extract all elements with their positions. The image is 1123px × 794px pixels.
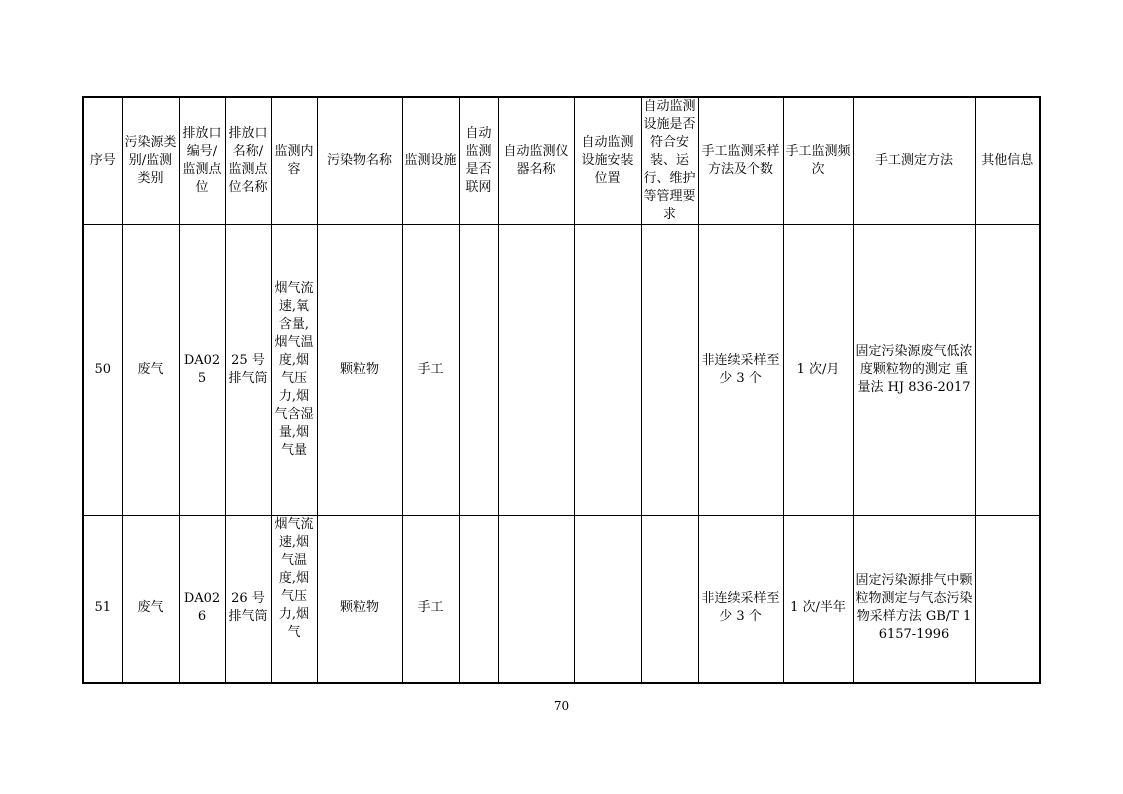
header-instrument: 自动监测仪器名称 xyxy=(498,98,574,225)
cell-compliance-text xyxy=(644,516,696,684)
header-manual-standard: 手工测定方法 xyxy=(853,98,975,225)
cell-install-location xyxy=(574,225,641,516)
cell-category xyxy=(122,516,179,685)
cell-manual-standard-text: 固定污染源排气中颗粒物测定与气态污染物采样方法 GB/T 16157-1996 xyxy=(855,573,973,642)
cell-compliance xyxy=(641,225,698,516)
cell-instrument xyxy=(498,516,574,685)
cell-outlet-id: DA025 xyxy=(179,225,225,516)
cell-auto-online xyxy=(459,225,498,516)
cell-install-location xyxy=(574,516,641,685)
header-compliance: 自动监测设施是否符合安装、运行、维护等管理要求 xyxy=(641,98,698,225)
header-category: 污染源类别/监测类别 xyxy=(122,98,179,225)
cell-facility-text: 手工 xyxy=(417,600,444,615)
cell-pollutant-text: 颗粒物 xyxy=(339,600,379,615)
table-row xyxy=(84,516,1039,685)
header-manual-method: 手工监测采样方法及个数 xyxy=(698,98,783,225)
header-outlet-name: 排放口名称/监测点位名称 xyxy=(225,98,271,225)
cell-other-text xyxy=(978,516,1038,684)
cell-other xyxy=(975,516,1039,685)
cell-manual-standard: 固定污染源废气低浓度颗粒物的测定 重量法 HJ 836-2017 xyxy=(853,225,975,516)
header-other: 其他信息 xyxy=(975,98,1039,225)
cell-manual-method-text: 非连续采样至少 3 个 xyxy=(701,591,780,624)
cell-outlet-name-text: 26 号排气筒 xyxy=(228,591,268,624)
cell-other xyxy=(975,225,1039,516)
cell-manual-method xyxy=(698,516,783,685)
header-facility: 监测设施 xyxy=(402,98,459,225)
cell-pollutant: 颗粒物 xyxy=(317,225,402,516)
cell-category: 废气 xyxy=(122,225,179,516)
cell-auto-online-text xyxy=(462,516,496,684)
cell-seq: 50 xyxy=(84,225,122,516)
header-auto-online: 自动监测是否联网 xyxy=(459,98,498,225)
cell-outlet-name xyxy=(225,516,271,685)
table-row xyxy=(84,225,1039,516)
cell-auto-online xyxy=(459,516,498,685)
cell-manual-method: 非连续采样至少 3 个 xyxy=(698,225,783,516)
cell-instrument-text xyxy=(501,516,572,684)
cell-instrument xyxy=(498,225,574,516)
cell-seq-text: 51 xyxy=(94,600,112,615)
table-header-row xyxy=(84,98,1039,225)
header-outlet-id: 排放口编号/监测点位 xyxy=(179,98,225,225)
cell-content: 烟气流速,氧含量,烟气温度,烟气压力,烟气含湿量,烟气量 xyxy=(271,225,317,516)
header-manual-frequency: 手工监测频次 xyxy=(783,98,853,225)
monitoring-table xyxy=(84,98,1039,684)
cell-content xyxy=(271,516,317,685)
header-install-location: 自动监测设施安装位置 xyxy=(574,98,641,225)
cell-manual-frequency: 1 次/月 xyxy=(783,225,853,516)
cell-facility: 手工 xyxy=(402,225,459,516)
cell-compliance xyxy=(641,516,698,685)
header-content: 监测内容 xyxy=(271,98,317,225)
cell-outlet-name: 25 号排气筒 xyxy=(225,225,271,516)
cell-content-text: 烟气流速,烟气温度,烟气压力,烟气 xyxy=(274,517,314,640)
header-pollutant: 污染物名称 xyxy=(317,98,402,225)
cell-pollutant xyxy=(317,516,402,685)
cell-seq xyxy=(84,516,122,685)
monitoring-table-frame xyxy=(82,96,1041,684)
cell-manual-frequency xyxy=(783,516,853,685)
cell-category-text: 废气 xyxy=(137,600,164,615)
cell-manual-frequency-text: 1 次/半年 xyxy=(790,600,846,615)
cell-manual-standard xyxy=(853,516,975,685)
cell-install-location-text xyxy=(577,516,639,684)
cell-outlet-id-text: DA026 xyxy=(183,591,221,624)
cell-outlet-id xyxy=(179,516,225,685)
cell-facility xyxy=(402,516,459,685)
header-seq: 序号 xyxy=(84,98,122,225)
page-number: 70 xyxy=(553,699,570,713)
